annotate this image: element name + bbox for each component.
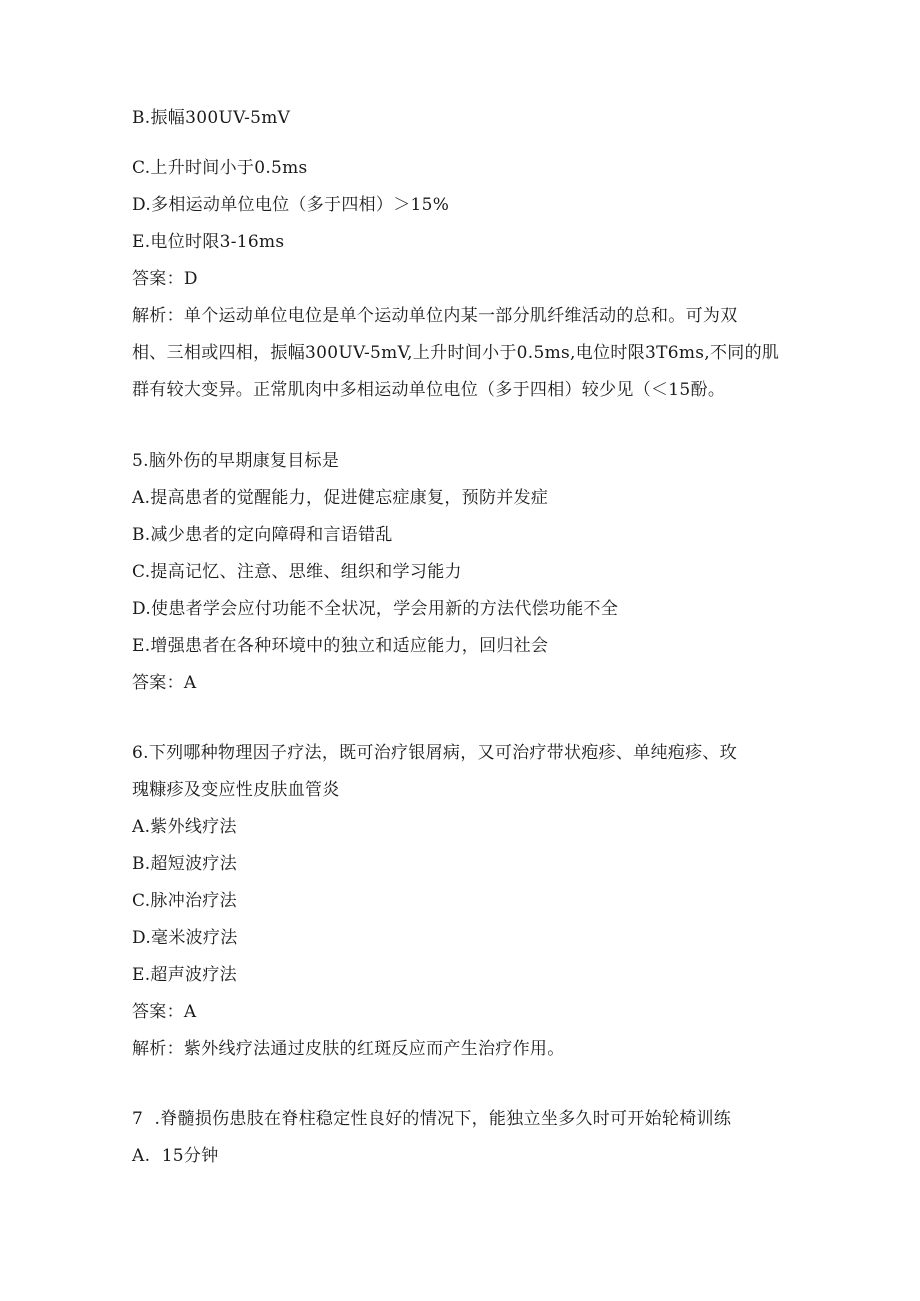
q5-option-b: B.减少患者的定向障碍和言语错乱 (132, 525, 393, 545)
q4-explanation-line-3: 群有较大变异。正常肌肉中多相运动单位电位（多于四相）较少见（＜15酚。 (132, 380, 726, 400)
q4-option-d: D.多相运动单位电位（多于四相）＞15% (132, 195, 450, 215)
q4-answer: 答案：D (132, 269, 198, 289)
q5-option-d: D.使患者学会应付功能不全状况，学会用新的方法代偿功能不全 (132, 599, 619, 619)
q6-option-c: C.脉冲治疗法 (132, 891, 237, 911)
q6-option-b: B.超短波疗法 (132, 854, 237, 874)
q5-answer: 答案：A (132, 673, 197, 693)
q4-explanation-line-2: 相、三相或四相，振幅300UV-5mV,上升时间小于0.5ms,电位时限3T6ms,不同的肌 (132, 343, 780, 363)
q6-answer: 答案：A (132, 1002, 197, 1022)
q6-explanation: 解析：紫外线疗法通过皮肤的红斑反应而产生治疗作用。 (132, 1039, 565, 1059)
q7-question: 7 .脊髓损伤患肢在脊柱稳定性良好的情况下，能独立坐多久时可开始轮椅训练 (132, 1109, 732, 1129)
q5-question: 5.脑外伤的早期康复目标是 (132, 451, 340, 471)
q6-option-d: D.毫米波疗法 (132, 928, 238, 948)
q6-question-line-1: 6.下列哪种物理因子疗法，既可治疗银屑病，又可治疗带状疱疹、单纯疱疹、玫 (132, 743, 738, 763)
q7-option-a: A. 15分钟 (132, 1146, 219, 1166)
q4-option-c: C.上升时间小于0.5ms (132, 158, 308, 178)
q6-option-e: E.超声波疗法 (132, 965, 237, 985)
q4-explanation-line-1: 解析：单个运动单位电位是单个运动单位内某一部分肌纤维活动的总和。可为双 (132, 306, 738, 326)
q6-question-line-2: 瑰糠疹及变应性皮肤血管炎 (132, 780, 340, 800)
q5-option-a: A.提高患者的觉醒能力，促进健忘症康复，预防并发症 (132, 488, 549, 508)
q5-option-c: C.提高记忆、注意、思维、组织和学习能力 (132, 562, 462, 582)
q4-option-e: E.电位时限3-16ms (132, 232, 285, 252)
q5-option-e: E.增强患者在各种环境中的独立和适应能力，回归社会 (132, 636, 549, 656)
q6-option-a: A.紫外线疗法 (132, 817, 237, 837)
q4-option-b: B.振幅300UV-5mV (132, 108, 291, 128)
